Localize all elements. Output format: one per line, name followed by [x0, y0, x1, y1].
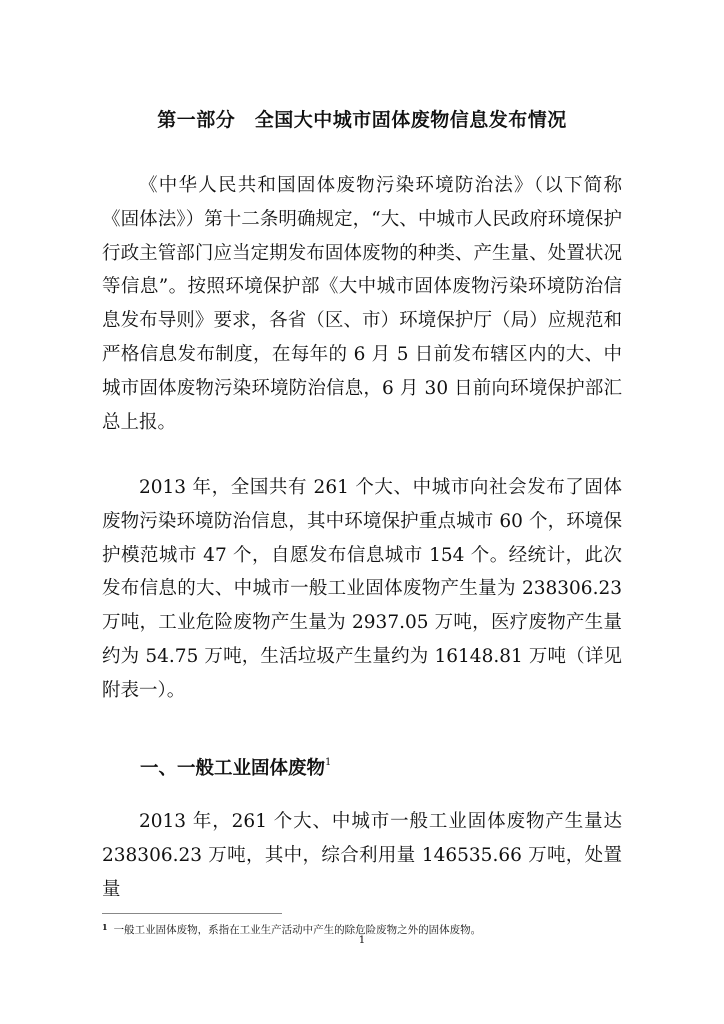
section-heading-general-industrial-waste [140, 754, 331, 780]
section-heading-text: 一、一般工业固体废物 [140, 758, 326, 779]
footnote-reference: 1 [325, 757, 332, 768]
paragraph-general-waste-production: 2013 年，261 个大、中城市一般工业固体废物产生量达 238306.23 万吨，其中，综合利用量 146535.66 万吨，处置量 [102, 811, 622, 900]
page-number: 1 [358, 934, 366, 946]
paragraph-2013-statistics: 2013 年，全国共有 261 个大、中城市向社会发布了固体废物污染环境防治信息，其中环境保护重点城市 60 个，环境保护模范城市 47 个，自愿发布信息城市 154 个。经统计，此次发布信息的大、中城市一般工业固体废物产生量为 238306.23 万吨，工业危险废物产生量为 2937.05 万吨，医疗废物产生量约为 54.75 万吨，生活垃圾产生量约为 16148.81 万吨（详见附表一）。 [102, 477, 622, 701]
paragraph-legal-basis: 《中华人民共和国固体废物污染环境防治法》（以下简称《固体法》）第十二条明确规定，“大、中城市人民政府环境保护行政主管部门应当定期发布固体废物的种类、产生量、处置状况等信息”。按照环境保护部《大中城市固体废物污染环境防治信息发布导则》要求，各省（区、市）环境保护厅（局）应规范和严格信息发布制度，在每年的 6 月 5 日前发布辖区内的大、中城市固体废物污染环境防治信息，6 月 30 日前向环境保护部汇总上报。 [102, 175, 622, 433]
footnote-marker: 1 [102, 922, 108, 932]
page-title: 第一部分 全国大中城市固体废物信息发布情况 [157, 108, 567, 131]
footnote-divider [102, 913, 282, 914]
footnote-text: 一般工业固体废物，系指在工业生产活动中产生的除危险废物之外的固体废物。 [113, 924, 482, 936]
